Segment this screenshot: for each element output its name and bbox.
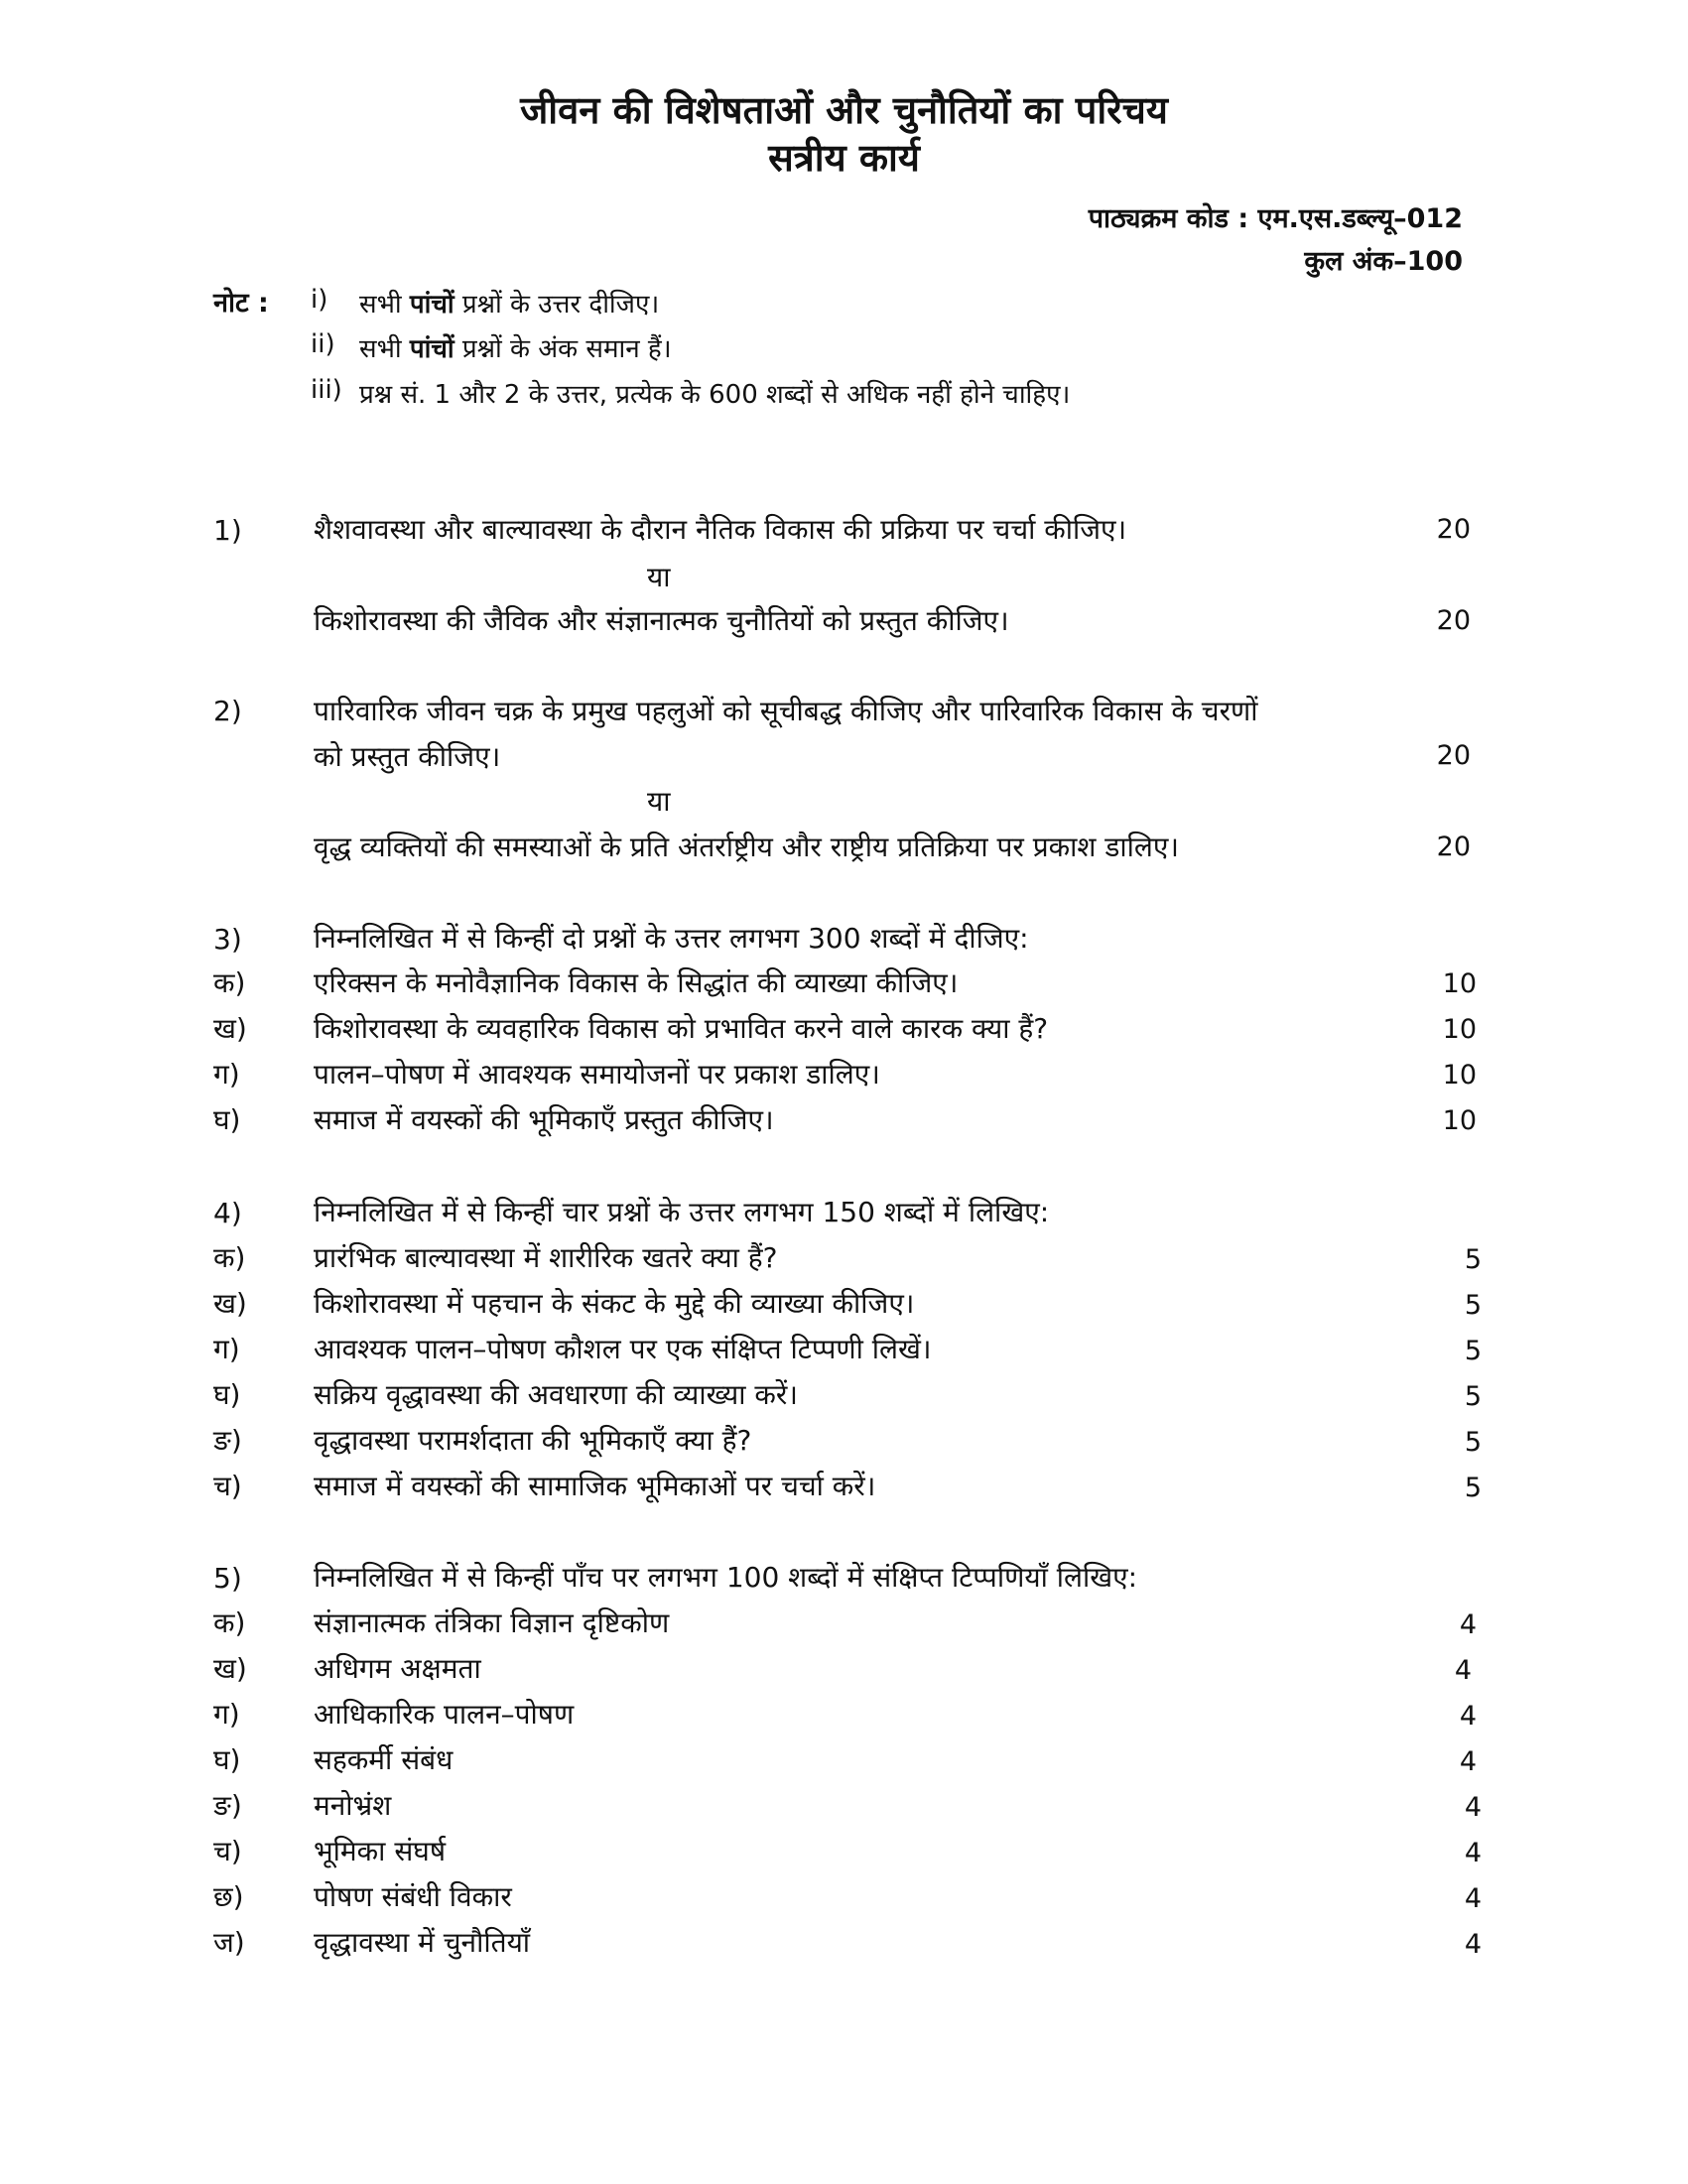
sub-question-marks: 4 — [1459, 1701, 1477, 1732]
sub-question-marks: 5 — [1464, 1473, 1482, 1503]
sub-question-text: वृद्धावस्था परामर्शदाता की भूमिकाएँ क्या हैं? — [314, 1424, 752, 1457]
sub-question-label: घ) — [213, 1743, 241, 1776]
question-number: 3) — [213, 923, 242, 956]
sub-question-label: क) — [213, 1241, 246, 1274]
sub-question-text: प्रारंभिक बाल्यावस्था में शारीरिक खतरे क्या हैं? — [314, 1241, 778, 1274]
sub-question-label: ग) — [213, 1698, 240, 1731]
sub-question-label: घ) — [213, 1103, 241, 1136]
question-marks: 20 — [1436, 514, 1471, 545]
sub-question-text: भूमिका संघर्ष — [314, 1835, 446, 1867]
sub-question-marks: 4 — [1464, 1838, 1482, 1868]
sub-question-marks: 4 — [1464, 1792, 1482, 1823]
sub-question-text: मनोभ्रंश — [314, 1789, 392, 1822]
sub-question-label: च) — [213, 1835, 242, 1867]
sub-question-marks: 5 — [1464, 1427, 1482, 1458]
sub-question-marks: 5 — [1464, 1336, 1482, 1366]
sub-question-text: अधिगम अक्षमता — [314, 1652, 481, 1685]
or-separator: या — [647, 785, 671, 818]
question-text-continued: को प्रस्तुत कीजिए। — [314, 740, 501, 773]
sub-question-marks: 4 — [1459, 1609, 1477, 1640]
sub-question-label: क) — [213, 966, 246, 999]
question-text: किशोरावस्था की जैविक और संज्ञानात्मक चुनौतियों को प्रस्तुत कीजिए। — [314, 604, 1009, 637]
sub-question-text: पोषण संबंधी विकार — [314, 1880, 512, 1913]
note-item-bold: पांचों — [409, 290, 454, 320]
question-intro: निम्नलिखित में से किन्हीं पाँच पर लगभग 100 शब्दों में संक्षिप्त टिप्पणियाँ लिखिए: — [314, 1561, 1138, 1594]
or-separator: या — [647, 561, 671, 593]
sub-question-label: च) — [213, 1470, 242, 1502]
question-text: पारिवारिक जीवन चक्र के प्रमुख पहलुओं को सूचीबद्ध कीजिए और पारिवारिक विकास के चरणों — [314, 695, 1258, 727]
question-number: 4) — [213, 1197, 242, 1229]
sub-question-text: सहकर्मी संबंध — [314, 1743, 454, 1776]
question-number: 5) — [213, 1562, 242, 1595]
note-label: नोट : — [213, 288, 269, 319]
sub-question-label: ख) — [213, 1652, 247, 1685]
sub-question-label: क) — [213, 1606, 246, 1639]
sub-question-marks: 5 — [1464, 1290, 1482, 1321]
question-marks: 20 — [1436, 605, 1471, 636]
sub-question-text: सक्रिय वृद्धावस्था की अवधारणा की व्याख्या करें। — [314, 1378, 798, 1411]
sub-question-marks: 4 — [1459, 1746, 1477, 1777]
note-item-number: i) — [311, 285, 328, 315]
sub-question-text: समाज में वयस्कों की भूमिकाएँ प्रस्तुत कीजिए। — [314, 1103, 774, 1136]
sub-question-label: ङ) — [213, 1424, 242, 1457]
sub-question-label: ख) — [213, 1012, 247, 1045]
sub-question-text: आवश्यक पालन–पोषण कौशल पर एक संक्षिप्त टिप्पणी लिखें। — [314, 1333, 932, 1365]
sub-question-text: समाज में वयस्कों की सामाजिक भूमिकाओं पर चर्चा करें। — [314, 1470, 876, 1502]
question-text: शैशवावस्था और बाल्यावस्था के दौरान नैतिक विकास की प्रक्रिया पर चर्चा कीजिए। — [314, 513, 1127, 546]
sub-question-label: छ) — [213, 1880, 244, 1913]
sub-question-label: ख) — [213, 1287, 247, 1320]
sub-question-marks: 5 — [1464, 1381, 1482, 1412]
sub-question-text: किशोरावस्था के व्यवहारिक विकास को प्रभावित करने वाले कारक क्या हैं? — [314, 1012, 1049, 1045]
sub-question-text: संज्ञानात्मक तंत्रिका विज्ञान दृष्टिकोण — [314, 1606, 670, 1639]
sub-question-marks: 10 — [1442, 1060, 1477, 1091]
question-text: वृद्ध व्यक्तियों की समस्याओं के प्रति अंतर्राष्ट्रीय और राष्ट्रीय प्रतिक्रिया पर प्रकाश डालिए। — [314, 831, 1179, 863]
note-item-number: iii) — [311, 375, 342, 405]
note-item-pre: सभी — [359, 334, 410, 364]
note-item-text — [359, 285, 659, 321]
sub-question-marks: 10 — [1442, 1105, 1477, 1136]
sub-question-text: एरिक्सन के मनोवैज्ञानिक विकास के सिद्धांत की व्याख्या कीजिए। — [314, 966, 959, 999]
document-title: जीवन की विशेषताओं और चुनौतियों का परिचय — [520, 88, 1168, 132]
note-item-post: प्रश्नों के उत्तर दीजिए। — [454, 290, 660, 320]
question-intro: निम्नलिखित में से किन्हीं चार प्रश्नों के उत्तर लगभग 150 शब्दों में लिखिए: — [314, 1196, 1050, 1228]
document-subtitle: सत्रीय कार्य — [768, 136, 920, 180]
note-item-bold: पांचों — [409, 334, 454, 364]
sub-question-label: ज) — [213, 1926, 245, 1959]
sub-question-text: आधिकारिक पालन–पोषण — [314, 1698, 575, 1731]
note-item-number: ii) — [311, 329, 335, 359]
course-code: पाठ्यक्रम कोड : एम.एस.डब्ल्यू–012 — [1088, 203, 1463, 234]
sub-question-label: ग) — [213, 1058, 240, 1091]
sub-question-marks: 4 — [1464, 1883, 1482, 1914]
question-intro: निम्नलिखित में से किन्हीं दो प्रश्नों के उत्तर लगभग 300 शब्दों में दीजिए: — [314, 922, 1029, 955]
sub-question-text: पालन–पोषण में आवश्यक समायोजनों पर प्रकाश डालिए। — [314, 1058, 880, 1091]
note-item-post: प्रश्नों के अंक समान हैं। — [454, 334, 672, 364]
question-marks: 20 — [1436, 740, 1471, 771]
question-number: 1) — [213, 514, 242, 547]
sub-question-marks: 4 — [1464, 1929, 1482, 1960]
sub-question-marks: 10 — [1442, 1014, 1477, 1045]
note-item-text — [359, 329, 672, 365]
sub-question-marks: 4 — [1454, 1655, 1472, 1686]
question-number: 2) — [213, 695, 242, 727]
sub-question-text: किशोरावस्था में पहचान के संकट के मुद्दे की व्याख्या कीजिए। — [314, 1287, 915, 1320]
sub-question-label: ग) — [213, 1333, 240, 1365]
sub-question-text: वृद्धावस्था में चुनौतियाँ — [314, 1926, 531, 1959]
sub-question-label: घ) — [213, 1378, 241, 1411]
sub-question-marks: 10 — [1442, 968, 1477, 999]
note-item-text: प्रश्न सं. 1 और 2 के उत्तर, प्रत्येक के 600 शब्दों से अधिक नहीं होने चाहिए। — [359, 380, 1071, 410]
sub-question-marks: 5 — [1464, 1244, 1482, 1275]
question-marks: 20 — [1436, 832, 1471, 862]
note-item-pre: सभी — [359, 290, 410, 320]
sub-question-label: ङ) — [213, 1789, 242, 1822]
total-marks: कुल अंक–100 — [1304, 246, 1463, 277]
